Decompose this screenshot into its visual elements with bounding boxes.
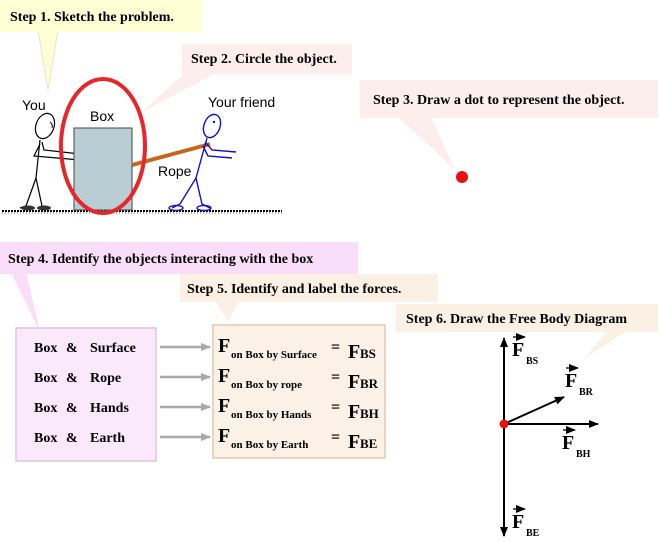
- force-short-subscript: BS: [360, 346, 376, 361]
- force-short-symbol: F: [348, 371, 361, 393]
- you-label: You: [22, 97, 46, 113]
- pair-amp: &: [66, 341, 78, 356]
- you-figure: [20, 111, 80, 211]
- force-symbol: F: [218, 395, 231, 417]
- friend-label: Your friend: [208, 94, 276, 110]
- object-dot: [456, 171, 468, 183]
- pair-row-rope: [34, 371, 121, 386]
- force-equals: =: [331, 429, 341, 446]
- pair-amp: &: [66, 401, 78, 416]
- svg-text:BS: [360, 346, 376, 361]
- free-body-diagram: [500, 337, 599, 539]
- step5-label: Step 5. Identify and label the forces.: [187, 282, 402, 297]
- fbd-symbol: F: [512, 511, 525, 533]
- step1-callout-pointer: [38, 30, 58, 90]
- svg-text:F: [348, 431, 360, 453]
- svg-text:F: [348, 371, 360, 393]
- forces-panel: [213, 325, 385, 458]
- problem-sketch: [2, 79, 282, 213]
- fbd-symbol: F: [512, 339, 525, 361]
- force-short-symbol: F: [348, 341, 361, 363]
- svg-text:F: [348, 341, 360, 363]
- fbd-symbol: F: [562, 432, 575, 454]
- force-short-subscript: BR: [360, 376, 379, 391]
- fbd-symbol: F: [565, 370, 578, 392]
- pair-b: Hands: [90, 401, 129, 416]
- step3-callout-pointer: [395, 114, 455, 170]
- rope-label: Rope: [158, 163, 192, 179]
- svg-text:F: [218, 335, 230, 357]
- step1-label: Step 1. Sketch the problem.: [10, 10, 174, 25]
- force-equals: =: [331, 339, 341, 356]
- svg-text:F: [218, 395, 230, 417]
- fbd-label-br: [565, 368, 594, 398]
- svg-text:on Box by Earth: [231, 439, 308, 451]
- pairs-panel: [16, 328, 156, 461]
- step2-label: Step 2. Circle the object.: [191, 52, 337, 67]
- step6-label: Step 6. Draw the Free Body Diagram: [406, 312, 627, 327]
- svg-text:=: [331, 339, 340, 356]
- force-subscript: on Box by rope: [231, 379, 303, 391]
- svg-text:F: [348, 401, 360, 423]
- fbd-subscript: BH: [576, 449, 591, 460]
- force-subscript: on Box by Surface: [231, 349, 317, 361]
- pair-a: Box: [34, 341, 58, 356]
- fbd-object-dot: [500, 420, 509, 429]
- pair-b: Rope: [90, 371, 122, 386]
- pair-a: Box: [34, 371, 58, 386]
- fbd-subscript: BR: [579, 387, 593, 398]
- force-symbol: F: [218, 365, 231, 387]
- svg-text:BH: [360, 406, 379, 421]
- force-symbol: F: [218, 335, 231, 357]
- mapping-arrows: [160, 347, 210, 437]
- svg-text:F: [218, 425, 230, 447]
- pair-amp: &: [66, 371, 78, 386]
- svg-text:on Box by Surface: [231, 349, 317, 361]
- force-short-symbol: F: [348, 401, 361, 423]
- force-arrow-br: [504, 397, 564, 424]
- svg-text:BR: [360, 376, 379, 391]
- fbd-subscript: BS: [526, 356, 539, 367]
- svg-text:F: [218, 365, 230, 387]
- force-symbol: F: [218, 425, 231, 447]
- svg-text:=: [331, 399, 340, 416]
- svg-text:on Box by Hands: [231, 409, 312, 421]
- step1-callout: [0, 0, 202, 90]
- pair-a: Box: [34, 431, 58, 446]
- force-subscript: on Box by Earth: [231, 439, 309, 451]
- fbd-label-bh: [562, 430, 591, 460]
- svg-text:=: [331, 429, 340, 446]
- step6-callout: [396, 304, 658, 358]
- force-equals: =: [331, 399, 341, 416]
- force-equals: =: [331, 369, 341, 386]
- fbd-label-bs: [512, 337, 539, 367]
- pair-a: Box: [34, 401, 58, 416]
- fbd-subscript: BE: [526, 528, 540, 539]
- box-shape: [74, 128, 132, 210]
- friend-figure: [169, 112, 236, 211]
- pair-b: Earth: [90, 431, 125, 446]
- svg-text:=: [331, 369, 340, 386]
- box-label: Box: [90, 108, 115, 124]
- step3-callout: [360, 80, 658, 170]
- force-subscript: on Box by Hands: [231, 409, 312, 421]
- force-short-subscript: BH: [360, 406, 379, 421]
- svg-text:on Box by rope: [231, 379, 302, 391]
- fbd-label-be: [512, 509, 540, 539]
- force-short-symbol: F: [348, 431, 361, 453]
- pair-amp: &: [66, 431, 78, 446]
- svg-text:BE: [360, 436, 377, 451]
- step4-label: Step 4. Identify the objects interacting with the box: [8, 252, 314, 267]
- step3-label: Step 3. Draw a dot to represent the object.: [373, 93, 625, 108]
- force-short-subscript: BE: [360, 436, 378, 451]
- pair-b: Surface: [90, 341, 136, 356]
